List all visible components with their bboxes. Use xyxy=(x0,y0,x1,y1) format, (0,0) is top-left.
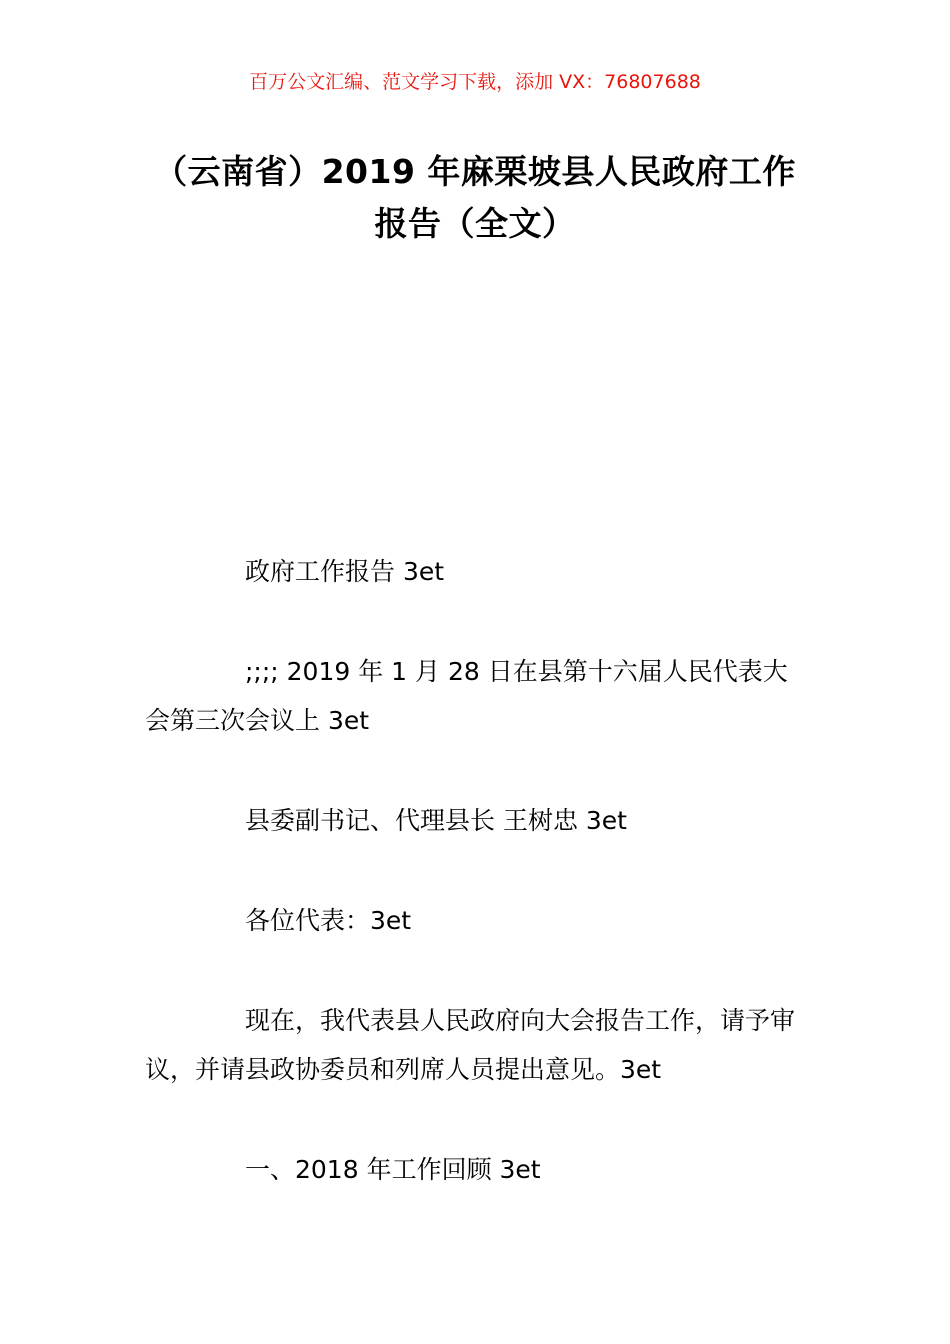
title-line-1: （云南省）2019 年麻栗坡县人民政府工作 xyxy=(154,152,796,191)
document-title xyxy=(130,146,820,250)
title-line-2: 报告（全文） xyxy=(374,204,576,243)
header-watermark-text: 百万公文汇编、范文学习下载，添加 VX：76807688 xyxy=(249,71,701,93)
paragraph-intro: 现在，我代表县人民政府向大会报告工作，请予审议，并请县政协委员和列席人员提出意见。3et xyxy=(145,1006,796,1084)
paragraph-salutation: 各位代表：3et xyxy=(245,906,412,935)
paragraph-report-heading: 政府工作报告 3et xyxy=(245,557,445,586)
section-heading-review: 一、2018 年工作回顾 3et xyxy=(245,1155,541,1184)
paragraph-speaker: 县委副书记、代理县长 王树忠 3et xyxy=(245,806,627,835)
paragraph-meeting-date: ;;;; 2019 年 1 月 28 日在县第十六届人民代表大会第三次会议上 3et xyxy=(145,657,788,735)
